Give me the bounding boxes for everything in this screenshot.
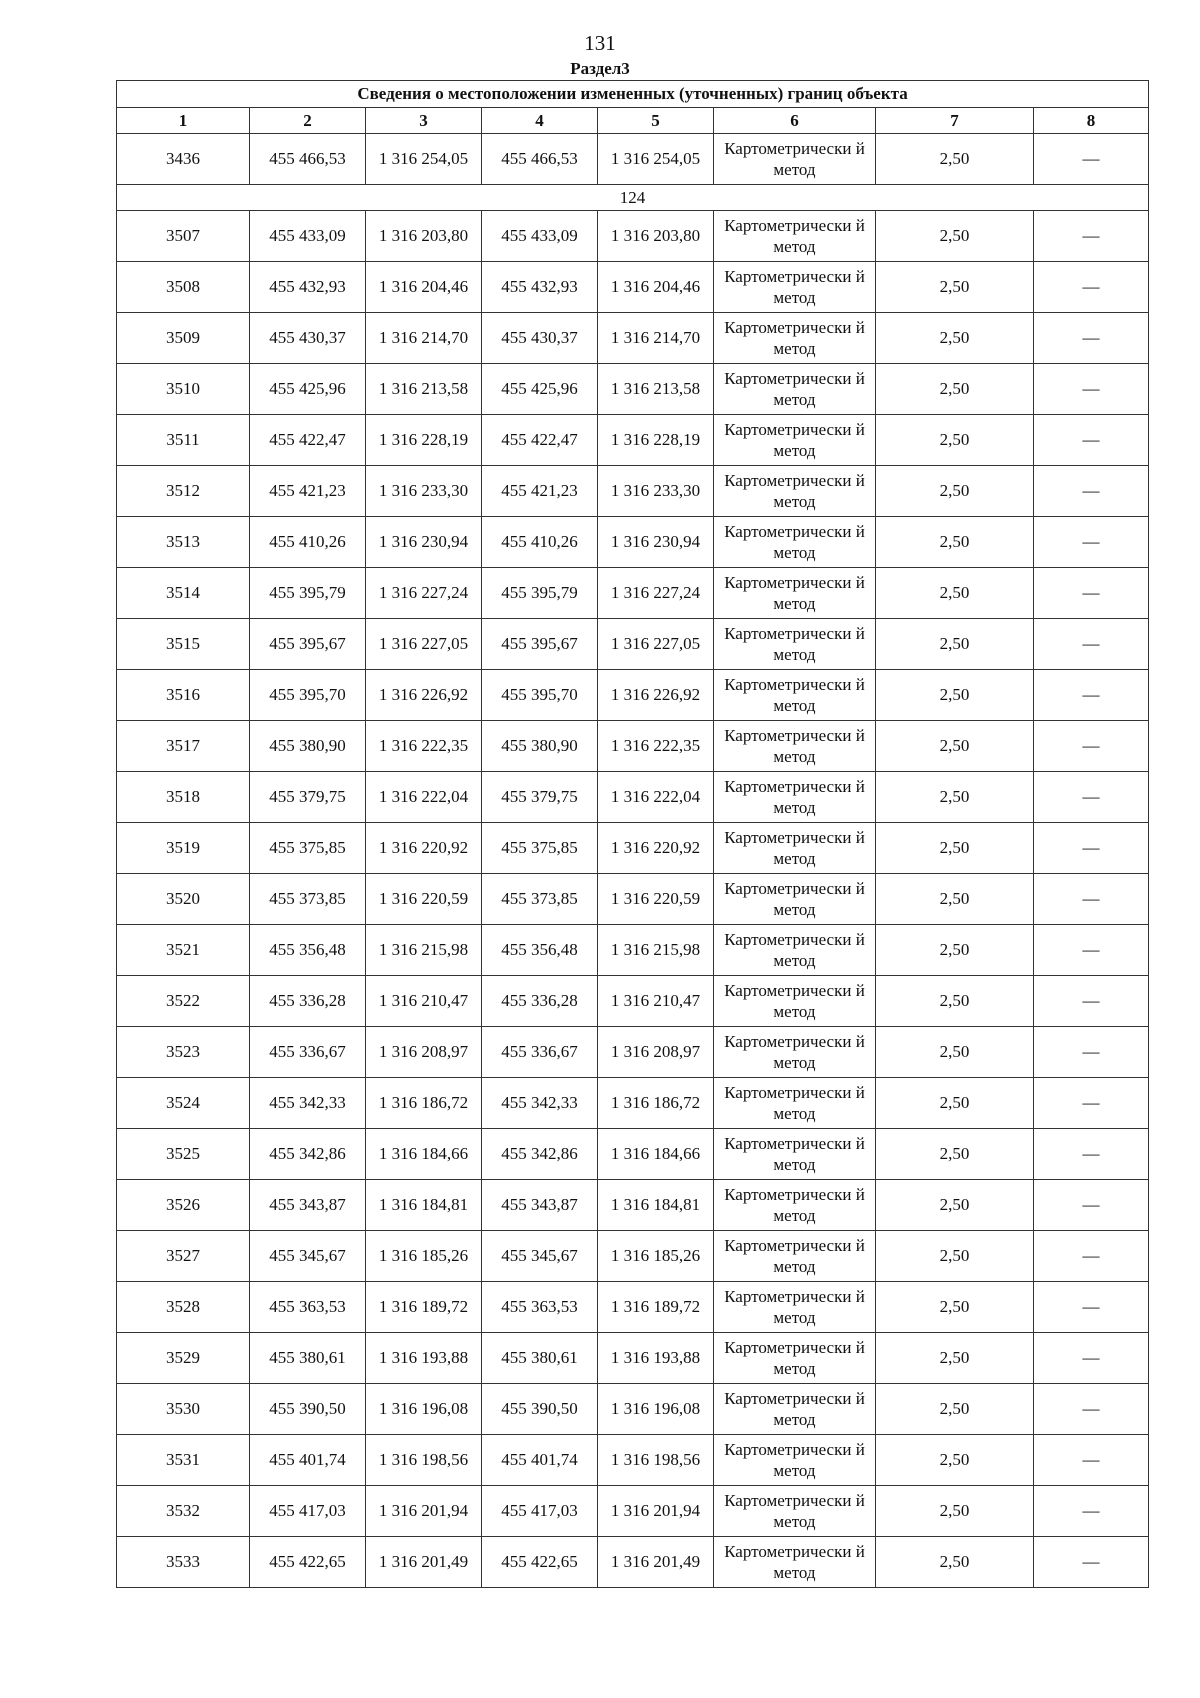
column-header: 6 <box>714 108 876 134</box>
table-cell-2: 455 410,26 <box>250 517 366 568</box>
column-header: 2 <box>250 108 366 134</box>
table-cell-8: — <box>1034 262 1149 313</box>
table-cell-3: 1 316 214,70 <box>366 313 482 364</box>
table-row <box>117 1231 1149 1282</box>
table-cell-1: 3520 <box>117 874 250 925</box>
table-cell-8: — <box>1034 1180 1149 1231</box>
table-cell-5: 1 316 228,19 <box>598 415 714 466</box>
table-cell-3: 1 316 215,98 <box>366 925 482 976</box>
table-cell-8: — <box>1034 1129 1149 1180</box>
table-cell-2: 455 395,67 <box>250 619 366 670</box>
table-cell-1: 3512 <box>117 466 250 517</box>
table-cell-6: Картометрически й метод <box>714 721 876 772</box>
table-cell-8: — <box>1034 211 1149 262</box>
table-cell-5: 1 316 186,72 <box>598 1078 714 1129</box>
table-cell-2: 455 342,86 <box>250 1129 366 1180</box>
table-cell-1: 3507 <box>117 211 250 262</box>
table-cell-4: 455 379,75 <box>482 772 598 823</box>
table-cell-8: — <box>1034 415 1149 466</box>
table-cell-6: Картометрически й метод <box>714 1078 876 1129</box>
table-cell-1: 3521 <box>117 925 250 976</box>
table-cell-5: 1 316 220,92 <box>598 823 714 874</box>
table-cell-4: 455 395,67 <box>482 619 598 670</box>
table-cell-7: 2,50 <box>876 1333 1034 1384</box>
table-row <box>117 1129 1149 1180</box>
table-cell-2: 455 421,23 <box>250 466 366 517</box>
table-cell-4: 455 422,65 <box>482 1537 598 1588</box>
table-cell-8: — <box>1034 1282 1149 1333</box>
table-cell-8: — <box>1034 925 1149 976</box>
table-cell-2: 455 345,67 <box>250 1231 366 1282</box>
table-cell-6: Картометрически й метод <box>714 466 876 517</box>
table-cell-1: 3436 <box>117 134 250 185</box>
table-row <box>117 1282 1149 1333</box>
table-cell-2: 455 425,96 <box>250 364 366 415</box>
table-cell-5: 1 316 185,26 <box>598 1231 714 1282</box>
table-cell-4: 455 336,67 <box>482 1027 598 1078</box>
table-cell-2: 455 395,70 <box>250 670 366 721</box>
table-cell-5: 1 316 201,49 <box>598 1537 714 1588</box>
table-row <box>117 1384 1149 1435</box>
table-cell-3: 1 316 201,94 <box>366 1486 482 1537</box>
table-cell-8: — <box>1034 670 1149 721</box>
table-cell-7: 2,50 <box>876 466 1034 517</box>
table-cell-6: Картометрически й метод <box>714 1435 876 1486</box>
table-cell-4: 455 380,61 <box>482 1333 598 1384</box>
table-cell-1: 3510 <box>117 364 250 415</box>
table-body <box>117 134 1149 1588</box>
table-cell-2: 455 390,50 <box>250 1384 366 1435</box>
table-cell-2: 455 380,61 <box>250 1333 366 1384</box>
table-cell-8: — <box>1034 568 1149 619</box>
table-row <box>117 772 1149 823</box>
table-row <box>117 823 1149 874</box>
table-cell-3: 1 316 227,05 <box>366 619 482 670</box>
table-cell-2: 455 375,85 <box>250 823 366 874</box>
column-header: 7 <box>876 108 1034 134</box>
table-row <box>117 517 1149 568</box>
table-row <box>117 466 1149 517</box>
table-cell-3: 1 316 186,72 <box>366 1078 482 1129</box>
table-cell-8: — <box>1034 466 1149 517</box>
table-cell-8: — <box>1034 823 1149 874</box>
table-cell-4: 455 380,90 <box>482 721 598 772</box>
table-cell-4: 455 395,70 <box>482 670 598 721</box>
table-cell-3: 1 316 203,80 <box>366 211 482 262</box>
table-cell-5: 1 316 226,92 <box>598 670 714 721</box>
table-cell-1: 3517 <box>117 721 250 772</box>
table-cell-5: 1 316 227,05 <box>598 619 714 670</box>
table-cell-7: 2,50 <box>876 364 1034 415</box>
table-cell-1: 3508 <box>117 262 250 313</box>
column-header: 4 <box>482 108 598 134</box>
table-cell-7: 2,50 <box>876 1078 1034 1129</box>
table-cell-1: 3526 <box>117 1180 250 1231</box>
table-cell-5: 1 316 222,35 <box>598 721 714 772</box>
table-cell-7: 2,50 <box>876 134 1034 185</box>
table-cell-4: 455 363,53 <box>482 1282 598 1333</box>
table-cell-7: 2,50 <box>876 313 1034 364</box>
table-row <box>117 1435 1149 1486</box>
section-title: Раздел3 <box>570 59 630 78</box>
table-row <box>117 925 1149 976</box>
table-cell-1: 3509 <box>117 313 250 364</box>
table-cell-4: 455 421,23 <box>482 466 598 517</box>
table-cell-6: Картометрически й метод <box>714 670 876 721</box>
table-cell-1: 3516 <box>117 670 250 721</box>
group-label: 124 <box>117 185 1149 211</box>
table-row <box>117 670 1149 721</box>
table-cell-4: 455 401,74 <box>482 1435 598 1486</box>
table-cell-1: 3525 <box>117 1129 250 1180</box>
table-cell-7: 2,50 <box>876 1231 1034 1282</box>
table-cell-6: Картометрически й метод <box>714 1486 876 1537</box>
table-cell-3: 1 316 185,26 <box>366 1231 482 1282</box>
table-cell-2: 455 373,85 <box>250 874 366 925</box>
column-header: 3 <box>366 108 482 134</box>
table-cell-2: 455 422,47 <box>250 415 366 466</box>
column-header: 8 <box>1034 108 1149 134</box>
table-cell-2: 455 466,53 <box>250 134 366 185</box>
table-cell-5: 1 316 215,98 <box>598 925 714 976</box>
table-cell-1: 3513 <box>117 517 250 568</box>
table-cell-2: 455 401,74 <box>250 1435 366 1486</box>
table-cell-2: 455 343,87 <box>250 1180 366 1231</box>
table-cell-1: 3532 <box>117 1486 250 1537</box>
table-cell-7: 2,50 <box>876 211 1034 262</box>
table-cell-6: Картометрически й метод <box>714 262 876 313</box>
table-cell-6: Картометрически й метод <box>714 568 876 619</box>
table-cell-8: — <box>1034 721 1149 772</box>
table-caption: Сведения о местоположении измененных (уточненных) границ объекта <box>117 81 1149 108</box>
table-cell-6: Картометрически й метод <box>714 364 876 415</box>
table-cell-2: 455 379,75 <box>250 772 366 823</box>
table-cell-5: 1 316 254,05 <box>598 134 714 185</box>
table-cell-4: 455 417,03 <box>482 1486 598 1537</box>
table-cell-3: 1 316 201,49 <box>366 1537 482 1588</box>
table-cell-2: 455 417,03 <box>250 1486 366 1537</box>
table-cell-3: 1 316 227,24 <box>366 568 482 619</box>
table-row <box>117 211 1149 262</box>
table-row <box>117 313 1149 364</box>
table-caption-row <box>117 81 1149 108</box>
table-cell-7: 2,50 <box>876 823 1034 874</box>
table-cell-5: 1 316 201,94 <box>598 1486 714 1537</box>
table-cell-1: 3528 <box>117 1282 250 1333</box>
table-cell-3: 1 316 230,94 <box>366 517 482 568</box>
table-cell-6: Картометрически й метод <box>714 134 876 185</box>
table-cell-1: 3529 <box>117 1333 250 1384</box>
table-cell-4: 455 356,48 <box>482 925 598 976</box>
table-cell-7: 2,50 <box>876 1027 1034 1078</box>
table-cell-5: 1 316 184,81 <box>598 1180 714 1231</box>
table-row <box>117 1078 1149 1129</box>
table-cell-3: 1 316 184,81 <box>366 1180 482 1231</box>
table-cell-2: 455 430,37 <box>250 313 366 364</box>
table-row <box>117 1027 1149 1078</box>
table-cell-6: Картометрически й метод <box>714 823 876 874</box>
table-cell-5: 1 316 233,30 <box>598 466 714 517</box>
table-row <box>117 1486 1149 1537</box>
table-cell-1: 3519 <box>117 823 250 874</box>
table-cell-4: 455 410,26 <box>482 517 598 568</box>
table-cell-4: 455 345,67 <box>482 1231 598 1282</box>
table-cell-8: — <box>1034 1435 1149 1486</box>
table-row <box>117 568 1149 619</box>
coordinates-table <box>116 80 1149 1588</box>
table-cell-4: 455 432,93 <box>482 262 598 313</box>
table-row <box>117 976 1149 1027</box>
table-cell-8: — <box>1034 517 1149 568</box>
table-cell-3: 1 316 222,35 <box>366 721 482 772</box>
table-cell-7: 2,50 <box>876 721 1034 772</box>
table-cell-3: 1 316 189,72 <box>366 1282 482 1333</box>
table-cell-4: 455 342,33 <box>482 1078 598 1129</box>
table-cell-2: 455 380,90 <box>250 721 366 772</box>
table-cell-5: 1 316 222,04 <box>598 772 714 823</box>
table-cell-4: 455 430,37 <box>482 313 598 364</box>
table-cell-3: 1 316 226,92 <box>366 670 482 721</box>
table-cell-8: — <box>1034 1384 1149 1435</box>
table-cell-8: — <box>1034 1027 1149 1078</box>
table-row <box>117 364 1149 415</box>
table-cell-1: 3523 <box>117 1027 250 1078</box>
table-cell-1: 3514 <box>117 568 250 619</box>
table-cell-1: 3511 <box>117 415 250 466</box>
table-cell-4: 455 433,09 <box>482 211 598 262</box>
table-cell-6: Картометрически й метод <box>714 313 876 364</box>
table-cell-2: 455 356,48 <box>250 925 366 976</box>
table-cell-7: 2,50 <box>876 670 1034 721</box>
table-cell-5: 1 316 210,47 <box>598 976 714 1027</box>
table-cell-5: 1 316 213,58 <box>598 364 714 415</box>
table-cell-4: 455 343,87 <box>482 1180 598 1231</box>
column-header: 5 <box>598 108 714 134</box>
table-cell-6: Картометрически й метод <box>714 925 876 976</box>
table-row <box>117 134 1149 185</box>
table-cell-6: Картометрически й метод <box>714 1384 876 1435</box>
table-cell-3: 1 316 184,66 <box>366 1129 482 1180</box>
table-cell-4: 455 375,85 <box>482 823 598 874</box>
column-header-row <box>117 108 1149 134</box>
table-cell-7: 2,50 <box>876 1129 1034 1180</box>
table-cell-6: Картометрически й метод <box>714 976 876 1027</box>
table-cell-8: — <box>1034 619 1149 670</box>
table-cell-6: Картометрически й метод <box>714 1027 876 1078</box>
page-number: 131 <box>584 31 616 55</box>
table-cell-5: 1 316 214,70 <box>598 313 714 364</box>
table-cell-7: 2,50 <box>876 415 1034 466</box>
table-cell-3: 1 316 204,46 <box>366 262 482 313</box>
table-cell-2: 455 363,53 <box>250 1282 366 1333</box>
table-cell-2: 455 422,65 <box>250 1537 366 1588</box>
table-cell-4: 455 425,96 <box>482 364 598 415</box>
group-row <box>117 185 1149 211</box>
table-cell-4: 455 466,53 <box>482 134 598 185</box>
table-cell-5: 1 316 184,66 <box>598 1129 714 1180</box>
table-cell-8: — <box>1034 772 1149 823</box>
table-row <box>117 619 1149 670</box>
table-cell-5: 1 316 193,88 <box>598 1333 714 1384</box>
table-row <box>117 262 1149 313</box>
table-cell-5: 1 316 204,46 <box>598 262 714 313</box>
table-cell-4: 455 422,47 <box>482 415 598 466</box>
table-cell-7: 2,50 <box>876 874 1034 925</box>
table-cell-1: 3522 <box>117 976 250 1027</box>
table-cell-3: 1 316 198,56 <box>366 1435 482 1486</box>
table-cell-8: — <box>1034 364 1149 415</box>
column-header: 1 <box>117 108 250 134</box>
table-cell-1: 3527 <box>117 1231 250 1282</box>
table-cell-1: 3524 <box>117 1078 250 1129</box>
table-cell-1: 3533 <box>117 1537 250 1588</box>
table-row <box>117 721 1149 772</box>
table-cell-3: 1 316 228,19 <box>366 415 482 466</box>
table-cell-7: 2,50 <box>876 1384 1034 1435</box>
table-cell-6: Картометрически й метод <box>714 415 876 466</box>
table-cell-5: 1 316 227,24 <box>598 568 714 619</box>
table-cell-5: 1 316 208,97 <box>598 1027 714 1078</box>
table-cell-3: 1 316 220,59 <box>366 874 482 925</box>
table-cell-8: — <box>1034 1231 1149 1282</box>
table-cell-3: 1 316 213,58 <box>366 364 482 415</box>
table-cell-5: 1 316 220,59 <box>598 874 714 925</box>
table-cell-1: 3530 <box>117 1384 250 1435</box>
table-cell-2: 455 395,79 <box>250 568 366 619</box>
table-cell-7: 2,50 <box>876 772 1034 823</box>
table-cell-4: 455 336,28 <box>482 976 598 1027</box>
table-row <box>117 874 1149 925</box>
table-cell-7: 2,50 <box>876 1180 1034 1231</box>
table-cell-6: Картометрически й метод <box>714 874 876 925</box>
table-cell-2: 455 342,33 <box>250 1078 366 1129</box>
table-cell-6: Картометрически й метод <box>714 1231 876 1282</box>
table-cell-8: — <box>1034 1333 1149 1384</box>
table-row <box>117 1180 1149 1231</box>
table-cell-5: 1 316 230,94 <box>598 517 714 568</box>
table-cell-7: 2,50 <box>876 976 1034 1027</box>
table-cell-6: Картометрически й метод <box>714 619 876 670</box>
table-cell-6: Картометрически й метод <box>714 1537 876 1588</box>
table-cell-2: 455 432,93 <box>250 262 366 313</box>
table-cell-1: 3518 <box>117 772 250 823</box>
table-cell-7: 2,50 <box>876 1435 1034 1486</box>
table-cell-8: — <box>1034 313 1149 364</box>
table-cell-6: Картометрически й метод <box>714 1180 876 1231</box>
table-cell-6: Картометрически й метод <box>714 517 876 568</box>
table-cell-3: 1 316 196,08 <box>366 1384 482 1435</box>
table-cell-5: 1 316 203,80 <box>598 211 714 262</box>
table-cell-1: 3531 <box>117 1435 250 1486</box>
table-cell-6: Картометрически й метод <box>714 1282 876 1333</box>
table-cell-3: 1 316 233,30 <box>366 466 482 517</box>
table-cell-7: 2,50 <box>876 1282 1034 1333</box>
table-cell-6: Картометрически й метод <box>714 1333 876 1384</box>
table-cell-5: 1 316 198,56 <box>598 1435 714 1486</box>
table-cell-4: 455 373,85 <box>482 874 598 925</box>
table-cell-7: 2,50 <box>876 1537 1034 1588</box>
table-cell-8: — <box>1034 1537 1149 1588</box>
table-row <box>117 1333 1149 1384</box>
table-cell-6: Картометрически й метод <box>714 1129 876 1180</box>
table-row <box>117 415 1149 466</box>
table-cell-6: Картометрически й метод <box>714 772 876 823</box>
table-cell-3: 1 316 193,88 <box>366 1333 482 1384</box>
table-cell-5: 1 316 196,08 <box>598 1384 714 1435</box>
table-cell-7: 2,50 <box>876 262 1034 313</box>
table-cell-8: — <box>1034 874 1149 925</box>
table-cell-7: 2,50 <box>876 568 1034 619</box>
table-cell-3: 1 316 208,97 <box>366 1027 482 1078</box>
table-cell-3: 1 316 210,47 <box>366 976 482 1027</box>
table-cell-2: 455 433,09 <box>250 211 366 262</box>
table-cell-7: 2,50 <box>876 517 1034 568</box>
table-cell-8: — <box>1034 1078 1149 1129</box>
table-cell-4: 455 342,86 <box>482 1129 598 1180</box>
table-cell-8: — <box>1034 1486 1149 1537</box>
table-cell-6: Картометрически й метод <box>714 211 876 262</box>
table-cell-3: 1 316 220,92 <box>366 823 482 874</box>
table-cell-8: — <box>1034 976 1149 1027</box>
table-cell-8: — <box>1034 134 1149 185</box>
table-cell-4: 455 390,50 <box>482 1384 598 1435</box>
table-cell-7: 2,50 <box>876 619 1034 670</box>
table-cell-2: 455 336,67 <box>250 1027 366 1078</box>
table-cell-3: 1 316 254,05 <box>366 134 482 185</box>
table-row <box>117 1537 1149 1588</box>
table-cell-1: 3515 <box>117 619 250 670</box>
table-cell-7: 2,50 <box>876 925 1034 976</box>
table-cell-3: 1 316 222,04 <box>366 772 482 823</box>
table-cell-4: 455 395,79 <box>482 568 598 619</box>
table-cell-7: 2,50 <box>876 1486 1034 1537</box>
table-cell-5: 1 316 189,72 <box>598 1282 714 1333</box>
table-cell-2: 455 336,28 <box>250 976 366 1027</box>
